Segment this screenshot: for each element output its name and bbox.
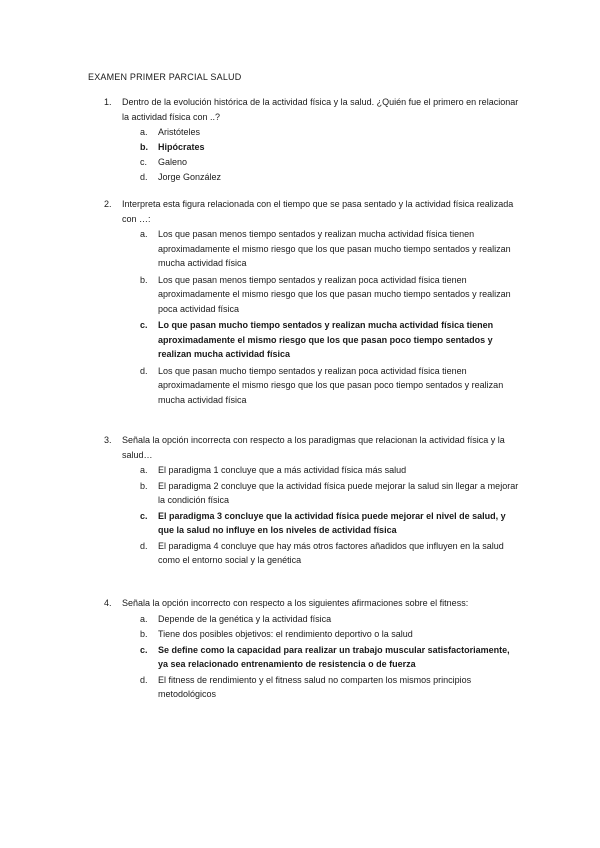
- option-d: [140, 673, 520, 702]
- option-text: Tiene dos posibles objetivos: el rendimiento deportivo o la salud: [158, 629, 413, 639]
- option-text: El paradigma 3 concluye que la actividad física puede mejorar el nivel de salud, y que la salud no influye en los niveles de actividad física: [158, 510, 506, 535]
- question-text: Interpreta esta figura relacionada con el tiempo que se pasa sentado y la actividad física realizada con …:: [122, 199, 514, 224]
- option-letter: a.: [140, 229, 148, 239]
- option-text: Los que pasan menos tiempo sentados y realizan poca actividad física tienen aproximadamente el mismo riesgo que los que pasan mucho tiempo sentados y realizan poca actividad física: [158, 274, 511, 314]
- option-text: Los que pasan menos tiempo sentados y realizan mucha actividad física tienen aproximadamente el mismo riesgo que los que pasan mucho tiempo sentados y realizan mucha actividad física: [158, 229, 511, 268]
- option-b: [140, 479, 520, 508]
- option-text: Aristóteles: [158, 127, 201, 137]
- question-header: [104, 596, 524, 611]
- option-letter: b.: [140, 142, 148, 152]
- option-c-correct: [140, 318, 520, 362]
- question-4: [104, 596, 524, 703]
- option-text: El fitness de rendimiento y el fitness salud no comparten los mismos principios metodológicos: [158, 674, 472, 699]
- question-3: [104, 433, 524, 569]
- option-letter: b.: [140, 480, 148, 491]
- option-b: [140, 273, 520, 317]
- option-letter: c.: [140, 320, 148, 330]
- option-a: [140, 463, 520, 478]
- question-text: Señala la opción incorrecto con respecto a los siguientes afirmaciones sobre el fitness:: [122, 598, 469, 608]
- question-1: [104, 95, 524, 185]
- option-letter: d.: [140, 540, 148, 551]
- option-text: Lo que pasan mucho tiempo sentados y realizan mucha actividad física tienen aproximadamente el mismo riesgo que los que pasan poco tiempo sentados y realizan mucha actividad física: [158, 320, 494, 359]
- option-letter: b.: [140, 629, 148, 639]
- option-text: Galeno: [158, 157, 188, 167]
- option-letter: c.: [140, 644, 148, 655]
- option-letter: a.: [140, 465, 148, 475]
- option-c: [140, 155, 520, 170]
- option-letter: d.: [140, 172, 148, 182]
- option-text: Jorge González: [158, 172, 222, 182]
- option-letter: c.: [140, 157, 148, 167]
- question-number: 4.: [104, 598, 112, 608]
- option-text: Se define como la capacidad para realizar un trabajo muscular satisfactoriamente, ya sea relacionado entrenamiento de resistencia o de fuerza: [158, 644, 510, 669]
- question-text: Dentro de la evolución histórica de la actividad física y la salud. ¿Quién fue el primero en relacionar la actividad física con ..?: [122, 97, 519, 122]
- option-b: [140, 627, 520, 642]
- option-letter: a.: [140, 613, 148, 624]
- option-letter: c.: [140, 510, 148, 521]
- option-list: [140, 227, 520, 407]
- option-text: El paradigma 2 concluye que la actividad física puede mejorar la salud sin llegar a mejorar la condición física: [158, 480, 519, 505]
- option-text: El paradigma 4 concluye que hay más otros factores añadidos que influyen en la salud como el entorno social y la genética: [158, 540, 504, 565]
- option-a: [140, 612, 520, 627]
- option-letter: d.: [140, 674, 148, 685]
- question-number: 2.: [104, 199, 112, 209]
- option-list: [140, 612, 520, 702]
- option-text: Hipócrates: [158, 142, 205, 152]
- option-text: El paradigma 1 concluye que a más actividad física más salud: [158, 465, 407, 475]
- question-2: [104, 197, 524, 409]
- question-number: 1.: [104, 97, 112, 107]
- option-letter: d.: [140, 365, 148, 376]
- option-c-correct: [140, 509, 520, 538]
- option-list: [140, 125, 520, 185]
- question-header: [104, 197, 524, 226]
- option-text: Depende de la genética y la actividad física: [158, 613, 332, 624]
- option-a: [140, 227, 520, 271]
- question-text: Señala la opción incorrecta con respecto a los paradigmas que relacionan la actividad física y la salud…: [122, 435, 505, 460]
- option-letter: b.: [140, 274, 148, 285]
- question-number: 3.: [104, 435, 112, 445]
- option-letter: a.: [140, 127, 148, 137]
- option-list: [140, 463, 520, 568]
- option-d: [140, 539, 520, 568]
- option-b-correct: [140, 140, 520, 155]
- question-header: [104, 433, 524, 462]
- document-title: EXAMEN PRIMER PARCIAL SALUD: [88, 72, 242, 82]
- option-d: [140, 170, 520, 185]
- option-c-correct: [140, 643, 520, 672]
- option-d: [140, 364, 520, 408]
- option-text: Los que pasan mucho tiempo sentados y realizan poca actividad física tienen aproximadamente el mismo riesgo que los que pasan poco tiempo sentados y realizan mucha actividad física: [158, 365, 504, 405]
- question-header: [104, 95, 524, 124]
- option-a: [140, 125, 520, 140]
